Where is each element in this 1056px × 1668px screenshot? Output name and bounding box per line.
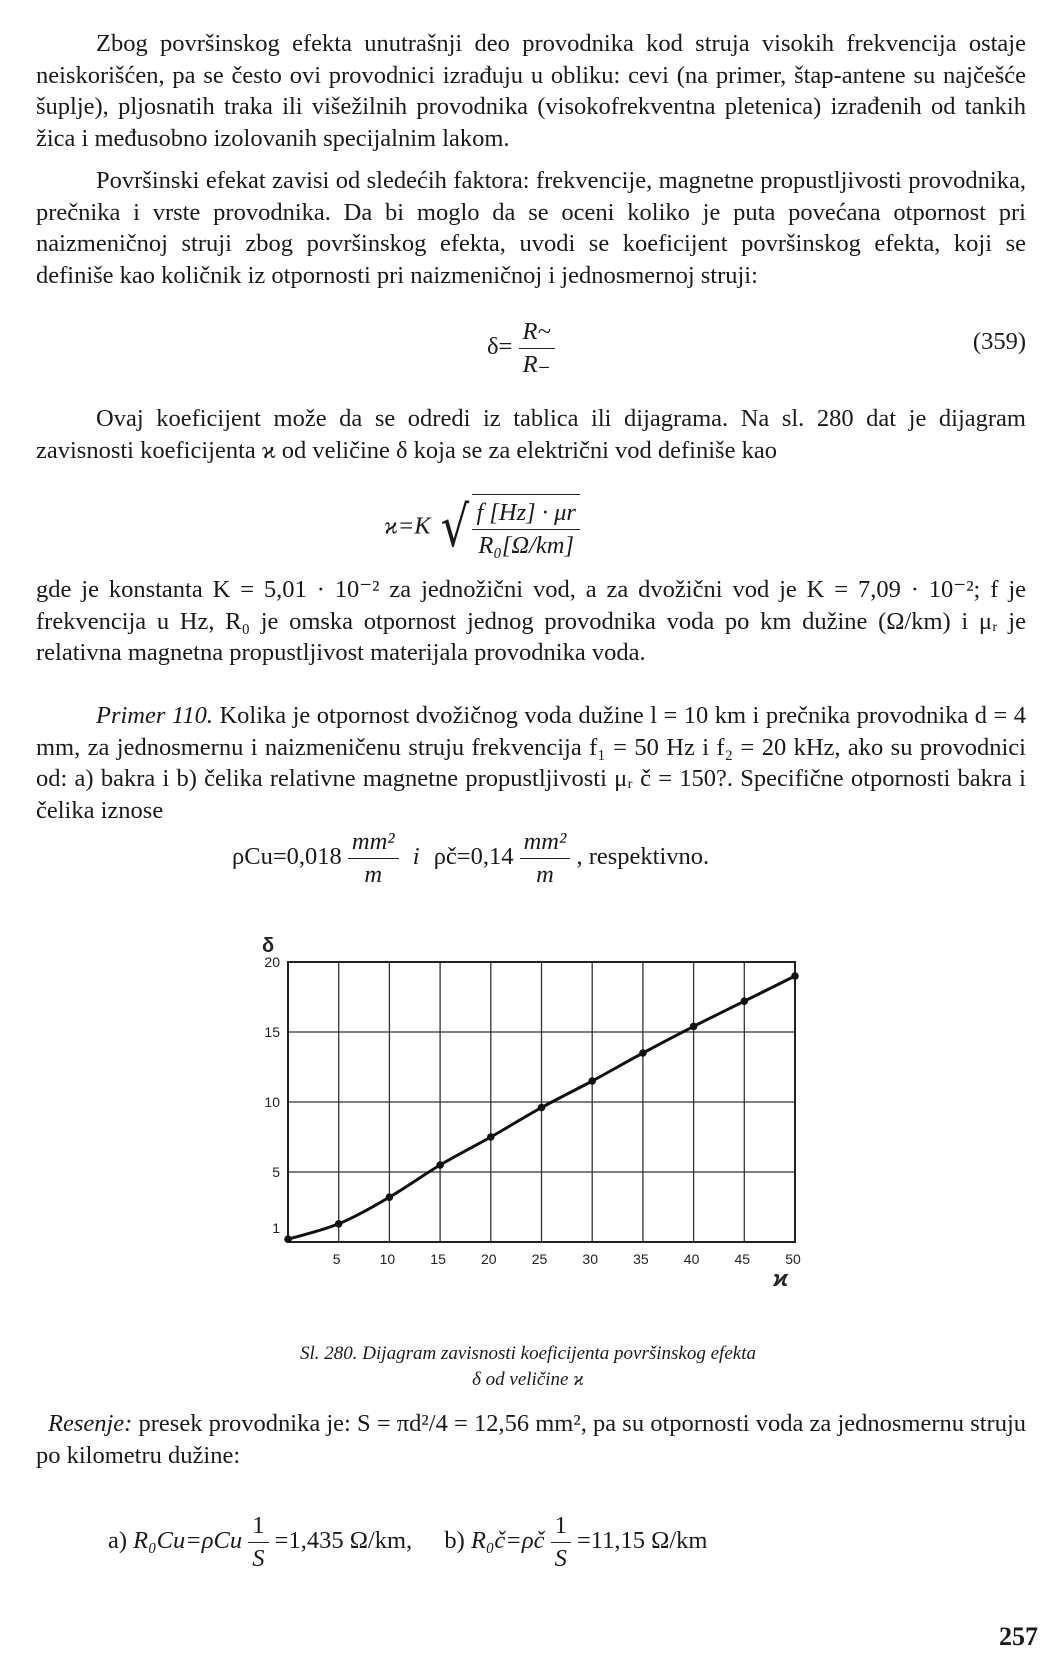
x-tick-label: 5 — [332, 1251, 341, 1267]
data-point — [335, 1220, 343, 1228]
x-tick-label: 30 — [582, 1251, 598, 1267]
data-point — [588, 1077, 596, 1085]
x-tick-label: 25 — [531, 1251, 548, 1267]
result-a-S: S — [252, 1545, 265, 1572]
data-point — [538, 1104, 546, 1112]
page-number: 257 — [999, 1622, 1038, 1651]
equation-resistivity — [232, 826, 709, 891]
paragraph-surface-effect-intro: Zbog površinskog efekta unutrašnji deo provodnika kod struja visokih frekvencija ostaje neiskorišćen, pa se često ovi provodnici izrađuju u obliku: cevi (na primer, štap-antene su najčešće šuplje), pljosnatih traka ili višežilnih provodnika (visokofrekventna pletenica) izrađenih od tankih žica i međusobno izolovanih specijalnim lakom. — [36, 30, 1026, 152]
equation-kappa — [384, 494, 580, 562]
equation-results — [108, 1510, 707, 1575]
equation-359-denominator: R₋ — [522, 351, 551, 378]
skin-effect-chart — [250, 930, 830, 1340]
rho-fe-unit-num: mm² — [520, 826, 571, 859]
data-point — [639, 1049, 647, 1057]
rho-tail: , respektivno. — [576, 843, 710, 871]
result-b-one: 1 — [551, 1510, 571, 1543]
result-a-one: 1 — [248, 1510, 268, 1543]
equation-359-numerator: R~ — [519, 316, 555, 349]
equation-359 — [487, 316, 555, 381]
square-root — [437, 494, 580, 562]
result-b-lhs: R₀č=ρč — [470, 1527, 545, 1555]
y-tick-label: 15 — [264, 1024, 280, 1040]
result-a-rhs: =1,435 Ω/km, — [274, 1527, 413, 1555]
equation-number: (359) — [972, 328, 1026, 355]
result-b-rhs: =11,15 Ω/km — [576, 1527, 708, 1555]
rho-separator: i — [412, 843, 420, 871]
data-point — [487, 1133, 495, 1141]
y-tick-label: 20 — [264, 954, 280, 970]
paragraph-constant-definition: gde je konstanta K = 5,01 · 10⁻² za jednožični vod, a za dvožični vod je K = 7,09 · 10⁻²; f je frekvencija u Hz, R₀ je omska otpornost jednog provodnika voda po km dužine (Ω/km) i μᵣ je relativna magnetna propustljivost materijala provodnika voda. — [36, 576, 1026, 666]
result-b-S: S — [554, 1545, 567, 1572]
equation-359-lhs: δ= — [487, 333, 513, 361]
paragraph-surface-effect-factors: Površinski efekat zavisi od sledećih faktora: frekvencije, magnetne propustljivosti provodnika, prečnika i vrste provodnika. Da bi moglo da se oceni koliko je puta povećana otpornost pri naizmeničnoj struji zbog površinskog efekta, uvodi se koeficijent površinskog efekta, koji se definiše kao količnik iz otpornosti pri naizmeničnoj i jednosmernoj struji: — [36, 167, 1026, 289]
data-point — [386, 1193, 394, 1201]
equation-kappa-denominator: R₀[Ω/km] — [478, 532, 575, 559]
data-point — [436, 1161, 444, 1169]
x-axis-label: ϰ — [773, 1266, 788, 1291]
result-b-label: b) — [444, 1527, 465, 1555]
example-label: Primer 110. — [96, 702, 213, 729]
x-tick-label: 15 — [430, 1251, 446, 1267]
paragraph-example-110 — [36, 700, 1026, 826]
data-point — [284, 1235, 292, 1243]
y-axis-label: δ — [262, 935, 275, 957]
paragraph-diagram-intro: Ovaj koeficijent može da se odredi iz tablica ili dijagrama. Na sl. 280 dat je dijagram zavisnosti koeficijenta ϰ od veličine δ koja se za električni vod definiše kao — [36, 405, 1026, 464]
y-tick-label: 1 — [272, 1220, 280, 1236]
rho-cu-unit-den: m — [364, 861, 383, 888]
x-tick-label: 45 — [734, 1251, 751, 1267]
data-point — [791, 972, 799, 980]
figure-caption-line2: δ od veličine ϰ — [472, 1369, 584, 1390]
data-point — [690, 1023, 698, 1031]
example-text: Kolika je otpornost dvožičnog voda dužine l = 10 km i prečnika provodnika d = 4 mm, za jednosmernu i naizmeničenu struju frekvencija f₁ = 50 Hz i f₂ = 20 kHz, ako su provodnici od: a) bakra i b) čelika relativne magnetne propustljivosti μᵣ č = 150?. Specifične otpornosti bakra i čelika iznose — [36, 702, 1027, 824]
rho-cu-unit-num: mm² — [348, 826, 399, 859]
rho-fe-unit-den: m — [536, 861, 554, 888]
equation-kappa-lhs: ϰ=K — [384, 512, 431, 540]
result-a-label: a) — [108, 1527, 128, 1555]
x-tick-label: 20 — [481, 1251, 497, 1267]
radical-icon: √ — [440, 495, 469, 560]
solution-label: Resenje: — [48, 1410, 133, 1437]
result-a-lhs: R₀Cu=ρCu — [133, 1527, 243, 1555]
y-tick-label: 10 — [264, 1094, 280, 1110]
equation-kappa-numerator: f [Hz] · μr — [472, 497, 579, 530]
x-tick-label: 50 — [785, 1251, 801, 1267]
paragraph-solution — [36, 1408, 1026, 1471]
solution-text: presek provodnika je: S = πd²/4 = 12,56 mm², pa su otpornosti voda za jednosmernu struju po kilometru dužine: — [36, 1410, 1026, 1469]
x-tick-label: 35 — [633, 1251, 649, 1267]
x-tick-label: 40 — [683, 1251, 700, 1267]
x-tick-label: 10 — [379, 1251, 396, 1267]
data-point — [741, 997, 749, 1005]
y-tick-label: 5 — [272, 1164, 280, 1180]
figure-caption-line1: Sl. 280. Dijagram zavisnosti koeficijenta površinskog efekta — [300, 1343, 756, 1364]
rho-cu: ρCu=0,018 — [232, 843, 342, 871]
rho-fe: ρč=0,14 — [433, 843, 514, 871]
